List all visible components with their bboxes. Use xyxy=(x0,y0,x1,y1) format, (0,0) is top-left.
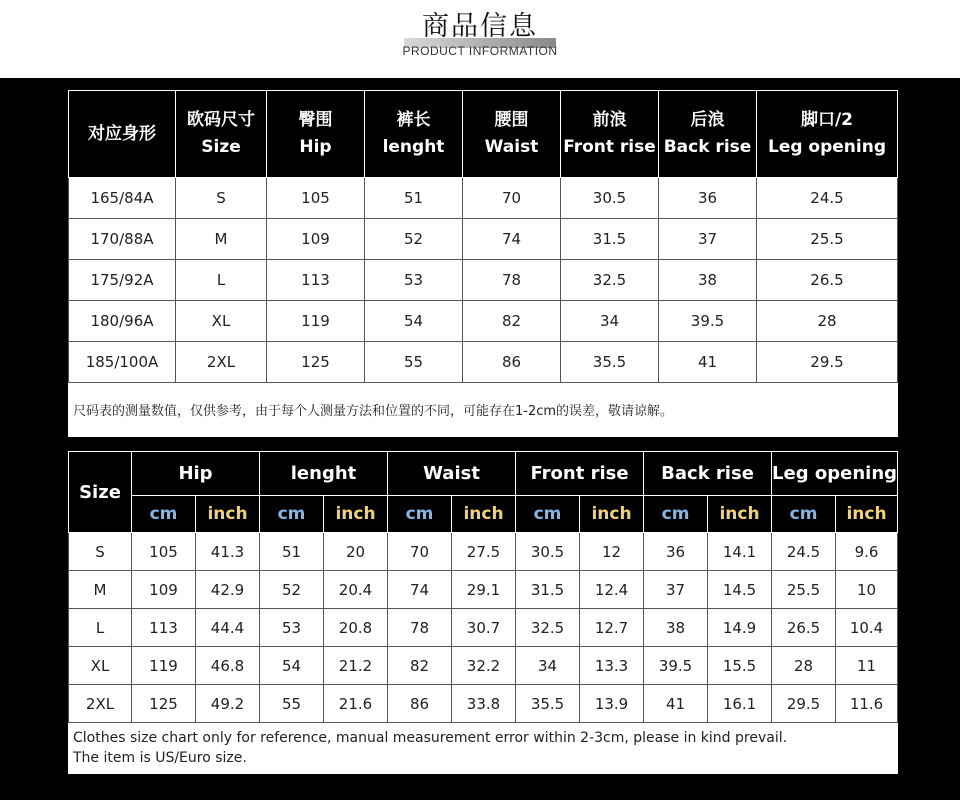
page-title: 商品信息 xyxy=(422,11,538,42)
table-cell: 74 xyxy=(388,571,452,609)
table-cell: 39.5 xyxy=(644,647,708,685)
column-header-cn: 前浪 xyxy=(592,110,627,130)
disclaimer-note-cn: 尺码表的测量数值，仅供参考，由于每个人测量方法和位置的不同，可能存在1-2cm的误差，敬请谅解。 xyxy=(69,383,898,437)
column-header-cn: 腰围 xyxy=(494,110,529,130)
table-cell: 11 xyxy=(836,647,898,685)
table-cell: 30.5 xyxy=(516,533,580,571)
table-cell: 86 xyxy=(388,685,452,723)
table-cell: 37 xyxy=(659,219,757,260)
table-cell: 26.5 xyxy=(772,609,836,647)
column-header-cn: 裤长 xyxy=(396,110,431,130)
table-row xyxy=(69,178,898,219)
table-cell: 15.5 xyxy=(708,647,772,685)
table-cell: 16.1 xyxy=(708,685,772,723)
table-cell: XL xyxy=(176,301,267,342)
table-unit-row xyxy=(69,496,898,533)
column-header-cn: 对应身形 xyxy=(88,123,156,144)
table-cell: 12.7 xyxy=(580,609,644,647)
column-header xyxy=(659,91,757,178)
column-header-cn: 欧码尺寸 xyxy=(187,110,255,130)
table-cell: 39.5 xyxy=(659,301,757,342)
table-cell: 41 xyxy=(644,685,708,723)
table-cell: 49.2 xyxy=(196,685,260,723)
group-header: Leg opening xyxy=(772,452,898,496)
table-cell: 52 xyxy=(365,219,463,260)
disclaimer-note-en xyxy=(69,723,898,774)
table-cell: 11.6 xyxy=(836,685,898,723)
table-cell: 29.5 xyxy=(757,342,898,383)
table-cell: 35.5 xyxy=(561,342,659,383)
table-cell: 82 xyxy=(388,647,452,685)
column-header xyxy=(463,91,561,178)
table-cell: 2XL xyxy=(69,685,132,723)
page-subtitle: PRODUCT INFORMATION xyxy=(402,44,558,58)
size-table-chinese xyxy=(68,90,898,437)
table-cell: 35.5 xyxy=(516,685,580,723)
column-header-cn: 脚口/2 xyxy=(800,110,854,130)
table-cell: 21.2 xyxy=(324,647,388,685)
column-header-en: Back rise xyxy=(663,137,752,157)
unit-header-cm: cm xyxy=(772,496,836,533)
table-cell: 119 xyxy=(267,301,365,342)
table-cell: S xyxy=(69,533,132,571)
unit-header-inch: inch xyxy=(580,496,644,533)
page-header xyxy=(0,0,960,78)
table-cell: 113 xyxy=(267,260,365,301)
table-cell: 46.8 xyxy=(196,647,260,685)
table-row xyxy=(69,533,898,571)
column-header xyxy=(561,91,659,178)
size-chart-panel xyxy=(0,78,960,800)
column-header-en: lenght xyxy=(382,137,445,157)
table-cell: 10.4 xyxy=(836,609,898,647)
table-cell: 105 xyxy=(132,533,196,571)
table-cell: 53 xyxy=(260,609,324,647)
column-header-en: Hip xyxy=(299,137,332,157)
table-cell: 30.7 xyxy=(452,609,516,647)
table-cell: XL xyxy=(69,647,132,685)
table-cell: 105 xyxy=(267,178,365,219)
group-header: lenght xyxy=(260,452,388,496)
table-row xyxy=(69,647,898,685)
column-header-en: Waist xyxy=(484,137,539,157)
table-row xyxy=(69,260,898,301)
unit-header-inch: inch xyxy=(324,496,388,533)
table-cell: 109 xyxy=(267,219,365,260)
column-header xyxy=(267,91,365,178)
table-cell: 41.3 xyxy=(196,533,260,571)
table-cell: 25.5 xyxy=(772,571,836,609)
table-cell: 86 xyxy=(463,342,561,383)
table-row xyxy=(69,685,898,723)
column-header xyxy=(176,91,267,178)
table-cell: M xyxy=(69,571,132,609)
table-cell: 28 xyxy=(757,301,898,342)
table-cell: 20.4 xyxy=(324,571,388,609)
table-cell: 20 xyxy=(324,533,388,571)
column-header-en: Leg opening xyxy=(767,137,887,157)
table-row xyxy=(69,571,898,609)
table-cell: 13.3 xyxy=(580,647,644,685)
table-row xyxy=(69,342,898,383)
table-cell: 26.5 xyxy=(757,260,898,301)
table-cell: 54 xyxy=(260,647,324,685)
table-cell: 20.8 xyxy=(324,609,388,647)
table-cell: 70 xyxy=(463,178,561,219)
unit-header-inch: inch xyxy=(452,496,516,533)
column-header xyxy=(365,91,463,178)
table-cell: 14.5 xyxy=(708,571,772,609)
unit-header-inch: inch xyxy=(708,496,772,533)
table-cell: 82 xyxy=(463,301,561,342)
table-cell: 51 xyxy=(365,178,463,219)
column-header-cn: 后浪 xyxy=(690,110,725,130)
group-header: Waist xyxy=(388,452,516,496)
table-cell: L xyxy=(69,609,132,647)
column-header xyxy=(69,91,176,178)
size-table-english xyxy=(68,451,898,774)
group-header: Hip xyxy=(132,452,260,496)
table-cell: 31.5 xyxy=(516,571,580,609)
table-cell: 109 xyxy=(132,571,196,609)
table-cell: 175/92A xyxy=(69,260,176,301)
table-cell: 44.4 xyxy=(196,609,260,647)
table-row xyxy=(69,219,898,260)
group-header: Front rise xyxy=(516,452,644,496)
table-cell: 53 xyxy=(365,260,463,301)
table-cell: 29.5 xyxy=(772,685,836,723)
table-cell: 14.9 xyxy=(708,609,772,647)
table-cell: 42.9 xyxy=(196,571,260,609)
table-cell: 27.5 xyxy=(452,533,516,571)
table-cell: 125 xyxy=(132,685,196,723)
table-cell: M xyxy=(176,219,267,260)
table-cell: 36 xyxy=(644,533,708,571)
table-cell: 21.6 xyxy=(324,685,388,723)
unit-header-inch: inch xyxy=(836,496,898,533)
table-cell: 34 xyxy=(561,301,659,342)
table-cell: 24.5 xyxy=(772,533,836,571)
table-cell: 41 xyxy=(659,342,757,383)
size-header: Size xyxy=(69,452,132,533)
note-row xyxy=(69,723,898,774)
table-cell: 119 xyxy=(132,647,196,685)
table-cell: 74 xyxy=(463,219,561,260)
unit-header-cm: cm xyxy=(132,496,196,533)
table-cell: 36 xyxy=(659,178,757,219)
table-cell: 170/88A xyxy=(69,219,176,260)
table-cell: 165/84A xyxy=(69,178,176,219)
unit-header-cm: cm xyxy=(516,496,580,533)
table-cell: 185/100A xyxy=(69,342,176,383)
table-cell: 9.6 xyxy=(836,533,898,571)
table-cell: 12.4 xyxy=(580,571,644,609)
table-cell: L xyxy=(176,260,267,301)
table-cell: 113 xyxy=(132,609,196,647)
table-cell: 32.5 xyxy=(561,260,659,301)
table-row xyxy=(69,301,898,342)
column-header xyxy=(757,91,898,178)
table-cell: 12 xyxy=(580,533,644,571)
table-cell: 2XL xyxy=(176,342,267,383)
unit-header-cm: cm xyxy=(388,496,452,533)
table-cell: 33.8 xyxy=(452,685,516,723)
unit-header-cm: cm xyxy=(644,496,708,533)
table-cell: 55 xyxy=(365,342,463,383)
note-line-2: The item is US/Euro size. xyxy=(73,750,247,766)
table-cell: 34 xyxy=(516,647,580,685)
table-cell: 37 xyxy=(644,571,708,609)
column-header-cn: 臀围 xyxy=(298,110,333,130)
table-cell: 13.9 xyxy=(580,685,644,723)
table-cell: 24.5 xyxy=(757,178,898,219)
table-cell: 28 xyxy=(772,647,836,685)
table-cell: 78 xyxy=(388,609,452,647)
table-cell: 38 xyxy=(644,609,708,647)
column-header-en: Size xyxy=(201,137,241,157)
note-row xyxy=(69,383,898,437)
table-cell: 180/96A xyxy=(69,301,176,342)
column-header-en: Front rise xyxy=(563,137,656,157)
table-cell: 70 xyxy=(388,533,452,571)
table-cell: 25.5 xyxy=(757,219,898,260)
table-cell: 32.2 xyxy=(452,647,516,685)
table-cell: 30.5 xyxy=(561,178,659,219)
unit-header-inch: inch xyxy=(196,496,260,533)
table-cell: 14.1 xyxy=(708,533,772,571)
group-header: Back rise xyxy=(644,452,772,496)
table-row xyxy=(69,609,898,647)
table-cell: 29.1 xyxy=(452,571,516,609)
table-cell: 32.5 xyxy=(516,609,580,647)
table-cell: 52 xyxy=(260,571,324,609)
table-cell: 78 xyxy=(463,260,561,301)
table-cell: 38 xyxy=(659,260,757,301)
table-cell: 51 xyxy=(260,533,324,571)
unit-header-cm: cm xyxy=(260,496,324,533)
note-line-1: Clothes size chart only for reference, manual measurement error within 2-3cm, please in kind prevail. xyxy=(73,730,788,746)
table-header-row xyxy=(69,91,898,178)
table-cell: S xyxy=(176,178,267,219)
table-cell: 10 xyxy=(836,571,898,609)
table-cell: 54 xyxy=(365,301,463,342)
table-cell: 55 xyxy=(260,685,324,723)
table-cell: 125 xyxy=(267,342,365,383)
table-cell: 31.5 xyxy=(561,219,659,260)
table-header-row xyxy=(69,452,898,496)
